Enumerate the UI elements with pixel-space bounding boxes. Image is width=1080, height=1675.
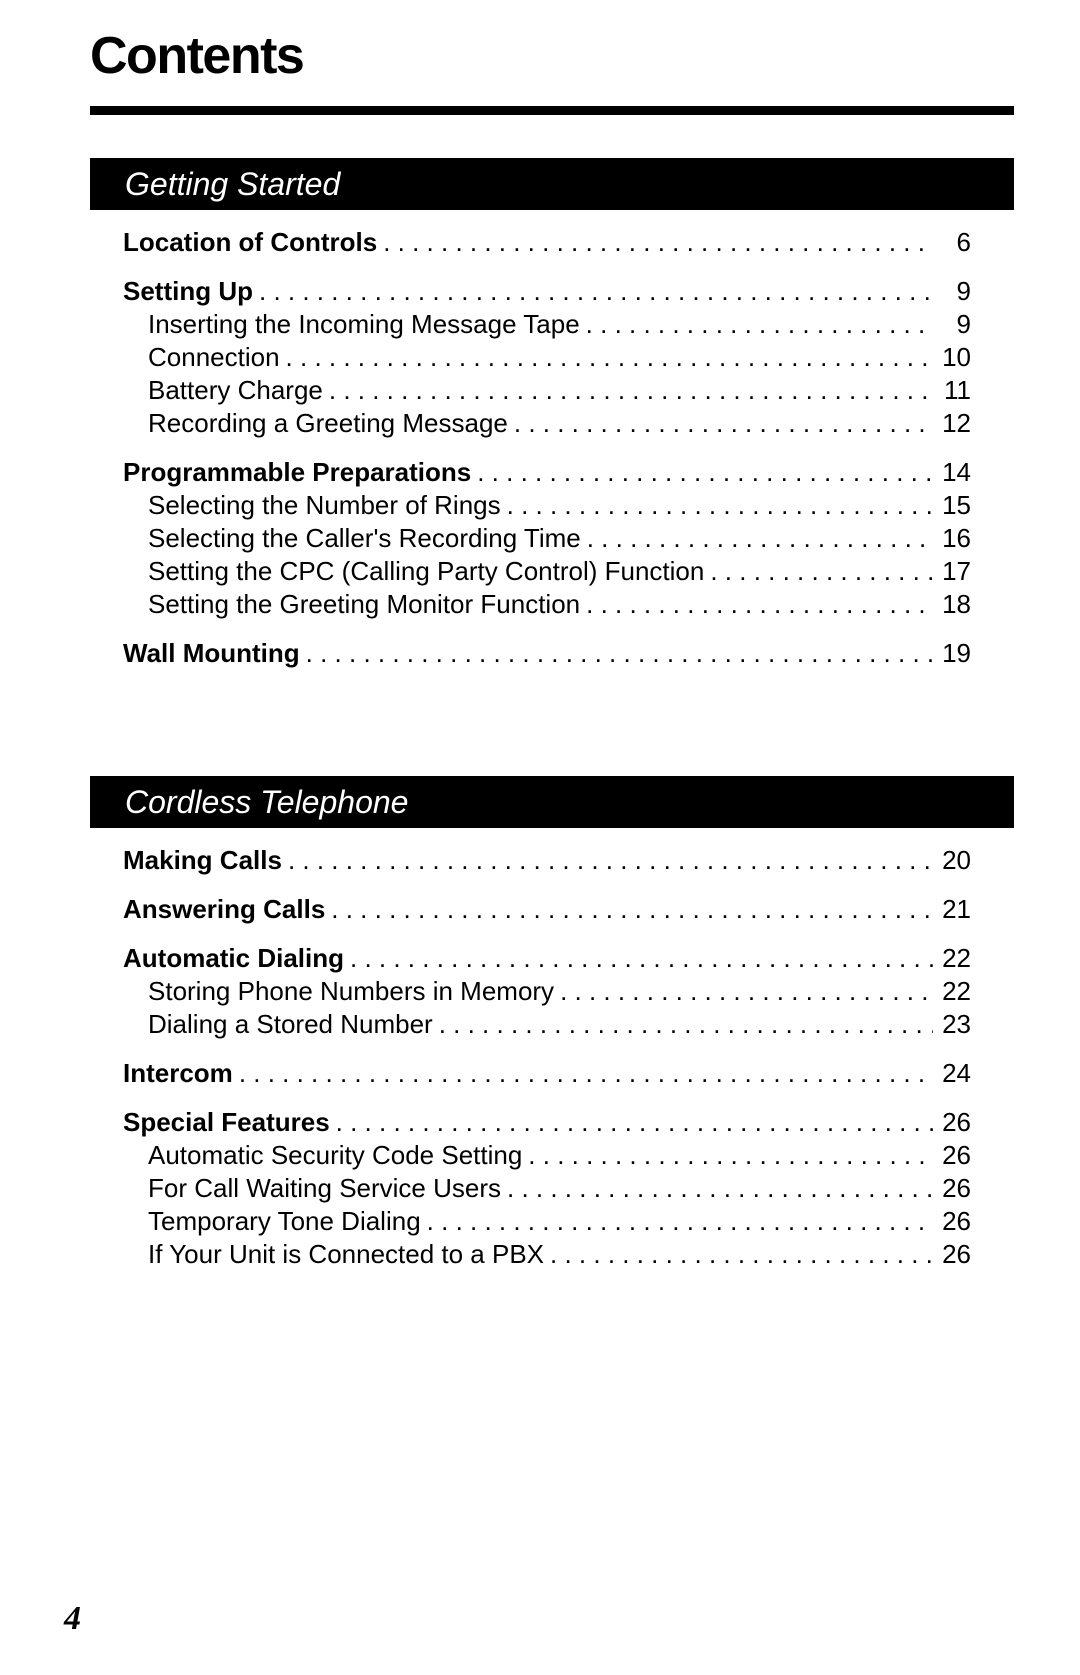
group-spacer xyxy=(90,926,1014,942)
toc-group xyxy=(90,893,1014,926)
toc-group xyxy=(90,1057,1014,1090)
title-rule xyxy=(90,106,1014,115)
toc-subentry[interactable] xyxy=(148,1172,971,1205)
toc-entry-label: If Your Unit is Connected to a PBX xyxy=(148,1239,545,1269)
toc-entry[interactable] xyxy=(123,1057,971,1090)
toc-subentry[interactable] xyxy=(148,489,971,522)
banner-spacer xyxy=(90,828,1014,844)
toc-entry-page: 14 xyxy=(942,457,971,487)
toc-entry-label: Programmable Preparations xyxy=(123,457,472,487)
toc-entry-page: 21 xyxy=(942,894,971,924)
dot-leader xyxy=(514,407,933,440)
dot-leader xyxy=(560,975,933,1008)
group-spacer xyxy=(90,440,1014,456)
toc-entry-page: 17 xyxy=(942,556,971,586)
group-spacer xyxy=(90,259,1014,275)
toc-group xyxy=(90,275,1014,440)
toc-subentry[interactable] xyxy=(148,1238,971,1271)
dot-leader xyxy=(439,1008,933,1041)
toc-entry[interactable] xyxy=(123,1106,971,1139)
toc-entry-page: 12 xyxy=(942,408,971,438)
toc-entry[interactable] xyxy=(123,456,971,489)
toc-entry[interactable] xyxy=(123,637,971,670)
toc-group xyxy=(90,1106,1014,1271)
dot-leader xyxy=(350,942,933,975)
section-heading: Getting Started xyxy=(90,158,1014,210)
toc-entry-label: Selecting the Number of Rings xyxy=(148,490,501,520)
toc-entry-label: Automatic Security Code Setting xyxy=(148,1140,523,1170)
dot-leader xyxy=(477,456,933,489)
dot-leader xyxy=(528,1139,933,1172)
toc-entry-label: Automatic Dialing xyxy=(123,943,345,973)
toc-subentry[interactable] xyxy=(148,1008,971,1041)
dot-leader xyxy=(329,374,933,407)
toc-entry-page: 22 xyxy=(942,943,971,973)
dot-leader xyxy=(331,893,933,926)
toc-entry-page: 15 xyxy=(942,490,971,520)
toc-subentry[interactable] xyxy=(148,1205,971,1238)
section-heading: Cordless Telephone xyxy=(90,776,1014,828)
toc-entry-page: 24 xyxy=(942,1058,971,1088)
dot-leader xyxy=(586,588,933,621)
dot-leader xyxy=(427,1205,933,1238)
toc-entry-page: 11 xyxy=(944,375,971,405)
toc-entry-label: Storing Phone Numbers in Memory xyxy=(148,976,555,1006)
toc-entry-page: 26 xyxy=(942,1206,971,1236)
toc-entry-label: Intercom xyxy=(123,1058,233,1088)
toc-entry[interactable] xyxy=(123,942,971,975)
toc-entry-label: Connection xyxy=(148,342,280,372)
dot-leader xyxy=(587,522,933,555)
toc-entry-page: 22 xyxy=(942,976,971,1006)
toc-entry-page: 9 xyxy=(956,309,971,339)
dot-leader xyxy=(586,308,933,341)
toc-entry-page: 18 xyxy=(942,589,971,619)
toc-entry[interactable] xyxy=(123,275,971,308)
toc-entry-label: Setting the Greeting Monitor Function xyxy=(148,589,581,619)
section-getting-started xyxy=(90,158,1014,670)
toc-entry-page: 23 xyxy=(942,1009,971,1039)
toc-entry[interactable] xyxy=(123,844,971,877)
page-number: 4 xyxy=(64,1600,81,1637)
toc-subentry[interactable] xyxy=(148,522,971,555)
toc-subentry[interactable] xyxy=(148,588,971,621)
dot-leader xyxy=(286,341,933,374)
toc-entry-label: Setting the CPC (Calling Party Control) Function xyxy=(148,556,705,586)
toc-entry-label: Making Calls xyxy=(123,845,282,875)
toc-entry-label: Special Features xyxy=(123,1107,330,1137)
toc-group xyxy=(90,456,1014,621)
page-title: Contents xyxy=(90,27,304,85)
toc-entry-page: 26 xyxy=(942,1107,971,1137)
group-spacer xyxy=(90,1090,1014,1106)
toc-entry-page: 10 xyxy=(942,342,971,372)
dot-leader xyxy=(336,1106,933,1139)
toc-entry[interactable] xyxy=(123,226,971,259)
banner-spacer xyxy=(90,210,1014,226)
toc-entry-label: Setting Up xyxy=(123,276,253,306)
toc-subentry[interactable] xyxy=(148,374,971,407)
toc-subentry[interactable] xyxy=(148,555,971,588)
toc-entry-label: Wall Mounting xyxy=(123,638,300,668)
toc-entry-page: 6 xyxy=(956,227,971,257)
toc-entry-label: Dialing a Stored Number xyxy=(148,1009,433,1039)
toc-entry-label: Recording a Greeting Message xyxy=(148,408,508,438)
group-spacer xyxy=(90,877,1014,893)
toc-entry-label: Inserting the Incoming Message Tape xyxy=(148,309,580,339)
toc-entry-label: Location of Controls xyxy=(123,227,378,257)
dot-leader xyxy=(288,844,933,877)
dot-leader xyxy=(259,275,933,308)
section-cordless-telephone xyxy=(90,776,1014,1271)
group-spacer xyxy=(90,621,1014,637)
toc-entry-label: Temporary Tone Dialing xyxy=(148,1206,421,1236)
dot-leader xyxy=(306,637,933,670)
toc-entry-label: For Call Waiting Service Users xyxy=(148,1173,502,1203)
toc-entry-page: 9 xyxy=(956,276,971,306)
toc-group xyxy=(90,226,1014,259)
toc-group xyxy=(90,844,1014,877)
toc-subentry[interactable] xyxy=(148,308,971,341)
dot-leader xyxy=(710,555,933,588)
dot-leader xyxy=(383,226,933,259)
toc-subentry[interactable] xyxy=(148,1139,971,1172)
toc-entry-page: 19 xyxy=(942,638,971,668)
dot-leader xyxy=(239,1057,933,1090)
dot-leader xyxy=(507,1172,933,1205)
toc-entry-page: 26 xyxy=(942,1140,971,1170)
toc-entry-label: Battery Charge xyxy=(148,375,323,405)
toc-entry[interactable] xyxy=(123,893,971,926)
dot-leader xyxy=(550,1238,933,1271)
toc-group xyxy=(90,637,1014,670)
toc-entry-page: 20 xyxy=(942,845,971,875)
toc-subentry[interactable] xyxy=(148,341,971,374)
toc-entry-label: Answering Calls xyxy=(123,894,326,924)
toc-entry-page: 26 xyxy=(942,1239,971,1269)
group-spacer xyxy=(90,1041,1014,1057)
toc-group xyxy=(90,942,1014,1041)
toc-entry-page: 16 xyxy=(942,523,971,553)
toc-subentry[interactable] xyxy=(148,975,971,1008)
toc-entry-page: 26 xyxy=(942,1173,971,1203)
toc-entry-label: Selecting the Caller's Recording Time xyxy=(148,523,581,553)
dot-leader xyxy=(507,489,933,522)
toc-subentry[interactable] xyxy=(148,407,971,440)
